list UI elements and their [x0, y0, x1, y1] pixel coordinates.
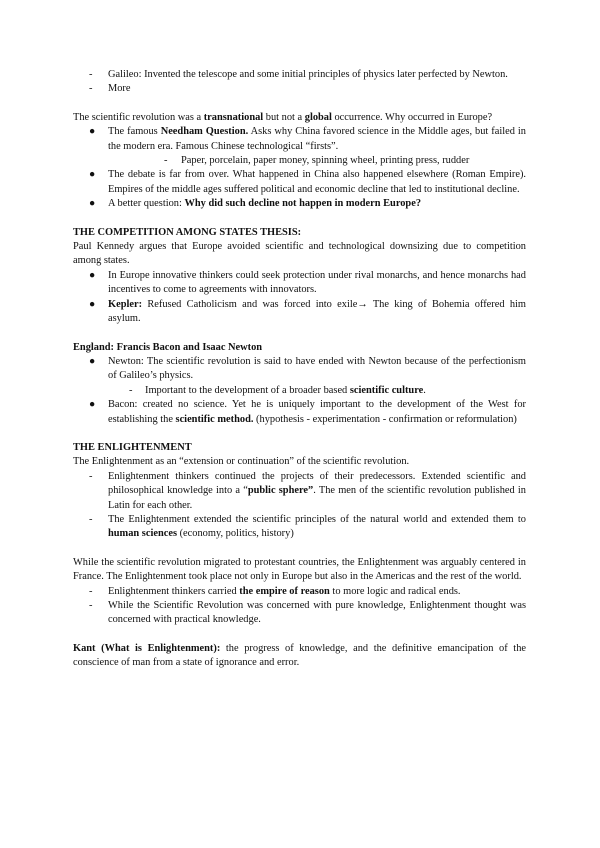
document-body — [73, 68, 526, 671]
list-item: - More — [73, 82, 526, 96]
dash-marker: - — [89, 513, 93, 525]
bullet-marker: ● — [89, 169, 96, 181]
dash-marker: - — [89, 69, 93, 80]
list-item: - While the Scientific Revolution was concerned with pure knowledge, Enlightenment thought was concerned with practical knowledge. — [89, 600, 526, 626]
list-item-newton: ● Newton: The scientific revolution is said to have ended with Newton because of the perfectionism of Galileo’s physics. — [89, 355, 526, 382]
list-item-culture: - Important to the development of a broader based scientific culture. — [73, 384, 526, 398]
dash-marker: - — [89, 83, 93, 95]
list-item: - The Enlightenment extended the scientific principles of the natural world and extended them to human sciences (economy, politics, history) — [89, 513, 526, 540]
enlightenment-list — [73, 470, 526, 542]
list-item: - Enlightenment thinkers continued the projects of their predecessors. Extended scientific and philosophical knowledge into a “public sphere”. The men of the scientific revolution published in Latin for each other. — [89, 470, 527, 511]
dash-marker: - — [164, 155, 168, 167]
list-item-debate: ● The debate is far from over. What happened in China also happened elsewhere (Roman Empire). Empires of the middle ages suffered political and economic decline that led to institutional decline. — [89, 169, 526, 195]
competition-heading: THE COMPETITION AMONG STATES THESIS: — [73, 226, 302, 238]
dash-marker: - — [129, 384, 133, 396]
list-item-kepler: ● Kepler: Refused Catholicism and was forced into exile→ The king of Bohemia offered him asylum. — [89, 298, 526, 325]
bullet-marker: ● — [89, 126, 96, 138]
list-item: - Enlightenment thinkers carried the empire of reason to more logic and radical ends. — [73, 585, 526, 599]
enlightenment-list-2 — [73, 585, 526, 628]
bullet-marker: ● — [89, 269, 96, 281]
dash-marker: - — [89, 600, 93, 611]
enlightenment-intro: The Enlightenment as an “extension or continuation” of the scientific revolution. — [73, 456, 410, 468]
kant-paragraph: Kant (What is Enlightenment): the progress of knowledge, and the definitive emancipation of the conscience of man from a state of ignorance and error. — [73, 642, 526, 669]
bullet-marker: ● — [89, 355, 96, 367]
list-item: - Galileo: Invented the telescope and some initial principles of physics later perfected by Newton. — [73, 68, 526, 82]
list-item-needham: ● The famous Needham Question. Asks why China favored science in the Middle ages, but failed in the modern era. Famous Chinese technological “firsts”. — [89, 126, 526, 152]
competition-intro: Paul Kennedy argues that Europe avoided scientific and technological downsizing due to competition among states. — [73, 241, 526, 267]
england-list — [73, 355, 526, 427]
dash-marker: - — [89, 585, 93, 597]
england-heading: England: Francis Bacon and Isaac Newton — [73, 341, 263, 353]
list-item-question: ● A better question: Why did such decline not happen in modern Europe? — [73, 197, 526, 211]
dash-marker: - — [89, 470, 93, 482]
list-item: ● In Europe innovative thinkers could seek protection under rival monarchs, and hence monarchs had incentives to come to agreements with innovators. — [89, 269, 526, 296]
galileo-list — [73, 68, 526, 97]
sci-rev-list — [73, 125, 526, 211]
bullet-marker: ● — [89, 198, 96, 210]
bullet-marker: ● — [89, 298, 96, 310]
enlightenment-migration: While the scientific revolution migrated to protestant countries, the Enlightenment was arguably centered in France. The Enlightenment took place not only in Europe but also in the Americas and the rest of the world. — [73, 556, 526, 583]
sci-rev-intro: The scientific revolution was a transnational but not a global occurrence. Why occurred in Europe? — [73, 111, 493, 123]
enlightenment-heading: THE ENLIGHTENMENT — [73, 441, 192, 453]
competition-list — [73, 269, 526, 327]
list-item-firsts: - Paper, porcelain, paper money, spinning wheel, printing press, rudder — [73, 154, 526, 168]
bullet-marker: ● — [89, 399, 96, 411]
list-item-bacon: ● Bacon: created no science. Yet he is uniquely important to the development of the West for establishing the scientific method. (hypothesis - experimentation - confirmation or reformulation) — [89, 399, 526, 425]
